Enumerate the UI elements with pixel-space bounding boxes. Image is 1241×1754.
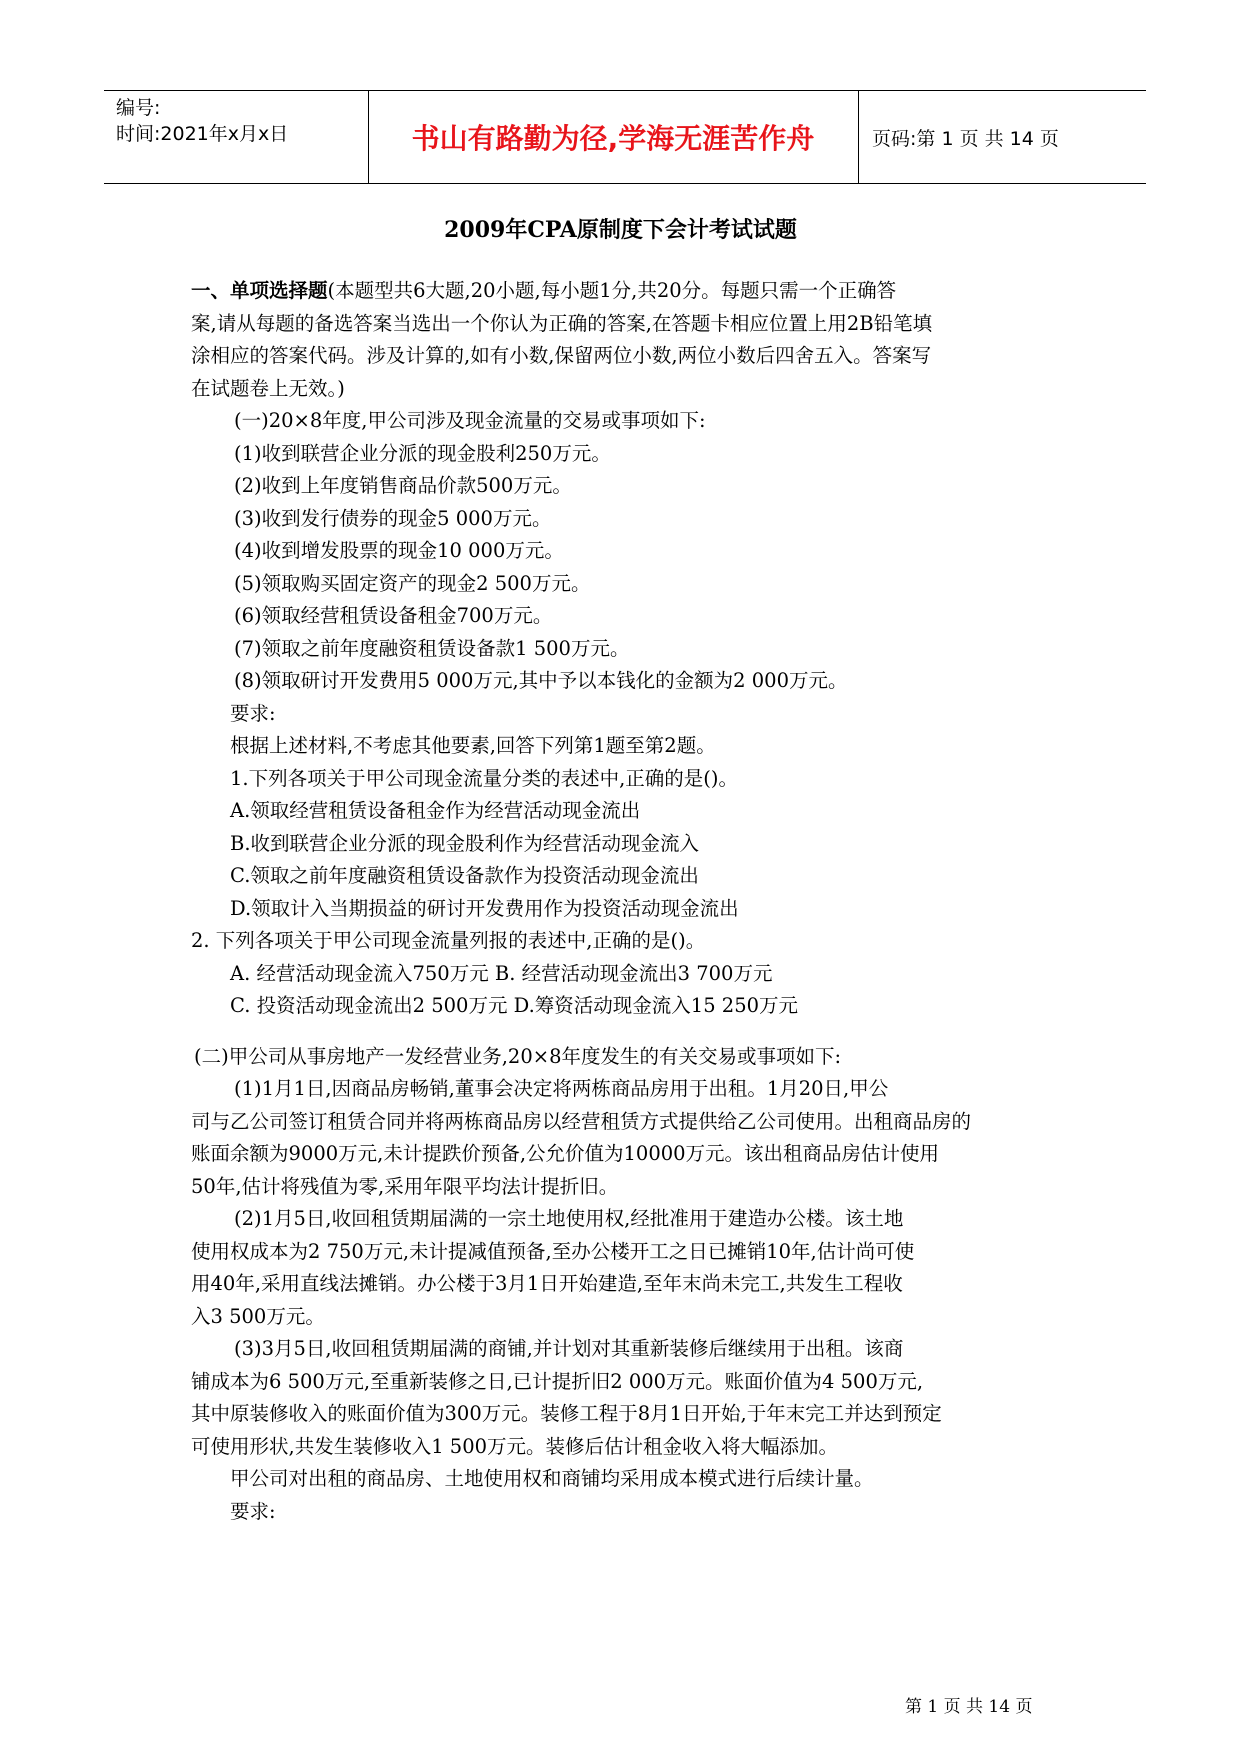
answer-option: A.领取经营租赁设备租金作为经营活动现金流出 [230, 799, 641, 822]
section-intro-line: 案,请从每题的备选答案当选出一个你认为正确的答案,在答题卡相应位置上用2B铅笔填 [191, 311, 933, 335]
paragraph-line: 50年,估计将残值为零,采用年限平均法计提折旧。 [191, 1174, 619, 1198]
answer-option: A. 经营活动现金流入750万元 B. 经营活动现金流出3 700万元 [230, 961, 773, 985]
list-item: (1)收到联营企业分派的现金股利250万元。 [234, 441, 611, 465]
list-item: (4)收到增发股票的现金10 000万元。 [234, 539, 564, 562]
number-label: 编号: [116, 97, 161, 119]
instruction-text: 根据上述材料,不考虑其他要素,回答下列第1题至第2题。 [230, 734, 716, 757]
group-heading: (二)甲公司从事房地产一发经营业务,20×8年度发生的有关交易或事项如下: [194, 1044, 842, 1068]
header-meta [116, 95, 288, 147]
header-motto: 书山有路勤为径,学海无涯苦作舟 [411, 122, 815, 155]
list-item: (8)领取研讨开发费用5 000万元,其中予以本钱化的金额为2 000万元。 [234, 669, 848, 692]
list-item: (6)领取经营租赁设备租金700万元。 [234, 604, 553, 627]
paragraph-line: 可使用形状,共发生装修收入1 500万元。装修后估计租金收入将大幅添加。 [191, 1434, 839, 1458]
document-header [104, 90, 1146, 184]
answer-option: C. 投资活动现金流出2 500万元 D.筹资活动现金流入15 250万元 [230, 994, 799, 1017]
list-item: (2)收到上年度销售商品价款500万元。 [234, 474, 572, 497]
page-footer: 第 1 页 共 14 页 [905, 1697, 1033, 1717]
paragraph-line: 铺成本为6 500万元,至重新装修之日,已计提折旧2 000万元。账面价值为4 500万元, [191, 1369, 924, 1393]
header-page-number: 页码:第 1 页 共 14 页 [872, 128, 1059, 150]
document-body [191, 275, 1061, 1528]
requirement-label: 要求: [230, 701, 276, 725]
paragraph-line: (3)3月5日,收回租赁期届满的商铺,并计划对其重新装修后继续用于出租。该商 [234, 1337, 904, 1360]
time-label: 时间:2021年x月x日 [116, 123, 289, 145]
paragraph-line: 甲公司对出租的商品房、土地使用权和商铺均采用成本模式进行后续计量。 [230, 1467, 874, 1490]
header-divider [858, 91, 859, 183]
answer-option: C.领取之前年度融资租赁设备款作为投资活动现金流出 [230, 864, 699, 887]
paragraph-line: 入3 500万元。 [191, 1304, 325, 1328]
document-title: 2009年CPA原制度下会计考试试题 [444, 217, 797, 243]
section-intro-line: 在试题卷上无效。) [191, 376, 345, 400]
list-item: (7)领取之前年度融资租赁设备款1 500万元。 [234, 636, 630, 660]
list-item: (5)领取购买固定资产的现金2 500万元。 [234, 571, 591, 595]
section-heading: 一、单项选择题 [191, 279, 328, 302]
paragraph-line: 其中原装修收入的账面价值为300万元。装修工程于8月1日开始,于年末完工并达到预定 [191, 1402, 942, 1425]
list-item: (3)收到发行债券的现金5 000万元。 [234, 506, 552, 530]
paragraph-line: 用40年,采用直线法摊销。办公楼于3月1日开始建造,至年末尚未完工,共发生工程收 [191, 1272, 903, 1295]
question-stem: 1.下列各项关于甲公司现金流量分类的表述中,正确的是()。 [230, 766, 739, 790]
paragraph-line: (2)1月5日,收回租赁期届满的一宗土地使用权,经批准用于建造办公楼。该土地 [234, 1207, 904, 1230]
paragraph-line: (1)1月1日,因商品房畅销,董事会决定将两栋商品房用于出租。1月20日,甲公 [234, 1077, 889, 1100]
answer-option: D.领取计入当期损益的研讨开发费用作为投资活动现金流出 [230, 896, 739, 920]
section-intro-line: 一、单项选择题(本题型共6大题,20小题,每小题1分,共20分。每题只需一个正确答 [191, 279, 897, 302]
section-intro-line: 涂相应的答案代码。涉及计算的,如有小数,保留两位小数,两位小数后四舍五入。答案写 [191, 344, 932, 367]
paragraph-line: 司与乙公司签订租赁合同并将两栋商品房以经营租赁方式提供给乙公司使用。出租商品房的 [191, 1109, 972, 1133]
group-heading: (一)20×8年度,甲公司涉及现金流量的交易或事项如下: [234, 409, 706, 432]
requirement-label: 要求: [230, 1499, 276, 1523]
paragraph-line: 账面余额为9000万元,未计提跌价预备,公允价值为10000万元。该出租商品房估计使用 [191, 1142, 940, 1165]
answer-option: B.收到联营企业分派的现金股利作为经营活动现金流入 [230, 831, 700, 855]
question-stem: 2. 下列各项关于甲公司现金流量列报的表述中,正确的是()。 [191, 929, 706, 952]
paragraph-line: 使用权成本为2 750万元,未计提减值预备,至办公楼开工之日已摊销10年,估计尚可使 [191, 1239, 915, 1263]
